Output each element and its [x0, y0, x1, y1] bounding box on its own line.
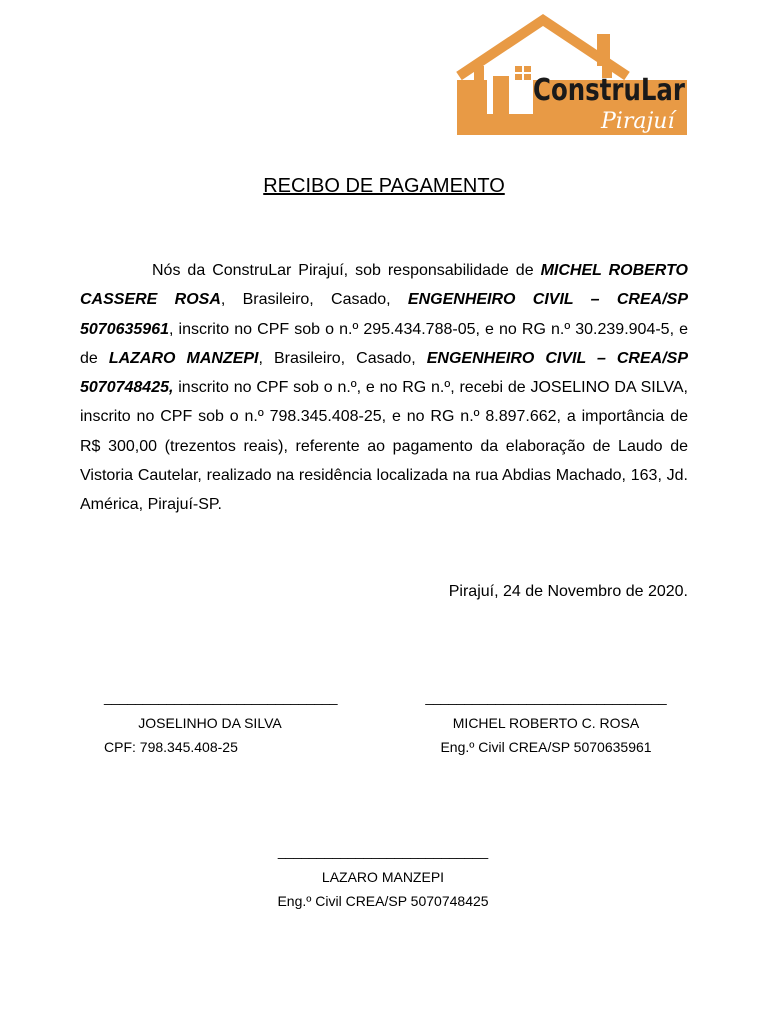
place-date: Pirajuí, 24 de Novembro de 2020.: [448, 583, 688, 600]
paragraph-segment: , Brasileiro, Casado,: [258, 349, 427, 367]
second-engineer-name: LAZARO MANZEPI: [108, 349, 259, 367]
company-logo: [457, 16, 689, 136]
signer-name: JOSELINHO DA SILVA: [138, 715, 282, 731]
signer-name: MICHEL ROBERTO C. ROSA: [452, 715, 640, 731]
paragraph-segment: , inscrito no CPF sob o n.º 295.434.788-05, e no RG n.º 30.239.904-5, e de: [80, 320, 688, 367]
signature-line: ______________________________: [104, 689, 338, 705]
signature-line: _______________________________: [425, 689, 667, 705]
signature-block-payer: [104, 688, 338, 756]
document-title: RECIBO DE PAGAMENTO: [263, 175, 505, 197]
signer-info: CPF: 798.345.408-25: [104, 739, 238, 755]
receipt-paragraph: [80, 256, 688, 520]
signature-line: ___________________________: [277, 843, 489, 859]
payee-name: MICHEL ROBERTO CASSERE ROSA: [80, 262, 688, 309]
second-engineer-registration: ENGENHEIRO CIVIL – CREA/SP 5070748425,: [80, 349, 689, 397]
paragraph-segment: inscrito no CPF sob o n.º, e no RG n.º, recebi de JOSELINO DA SILVA, inscrito no CPF sob o n.º 798.345.408-25, e no RG n.º 8.897.662, a importância de R$ 300,00 (trezentos reais), referente ao pagamento da elaboração de Laudo de Vistoria Cautelar, realizado na residência localizada na rua Abdias Machado, 163, Jd. América, Pirajuí-SP.: [80, 379, 688, 514]
paragraph-segment: Nós da ConstruLar Pirajuí, sob responsabilidade de: [152, 262, 541, 279]
logo-city: Pirajuí: [601, 109, 675, 134]
signer-info: Eng.º Civil CREA/SP 5070748425: [277, 893, 489, 909]
house-icon: [457, 16, 689, 136]
signer-name: LAZARO MANZEPI: [321, 869, 445, 885]
signer-info: Eng.º Civil CREA/SP 5070635961: [440, 739, 652, 755]
engineer-registration: ENGENHEIRO CIVIL – CREA/SP 5070635961: [80, 291, 688, 338]
signature-block-engineer-1: [420, 688, 672, 756]
signature-block-engineer-2: [258, 842, 508, 910]
logo-brand: ConstruLar: [533, 73, 686, 108]
paragraph-segment: , Brasileiro, Casado,: [220, 291, 408, 309]
